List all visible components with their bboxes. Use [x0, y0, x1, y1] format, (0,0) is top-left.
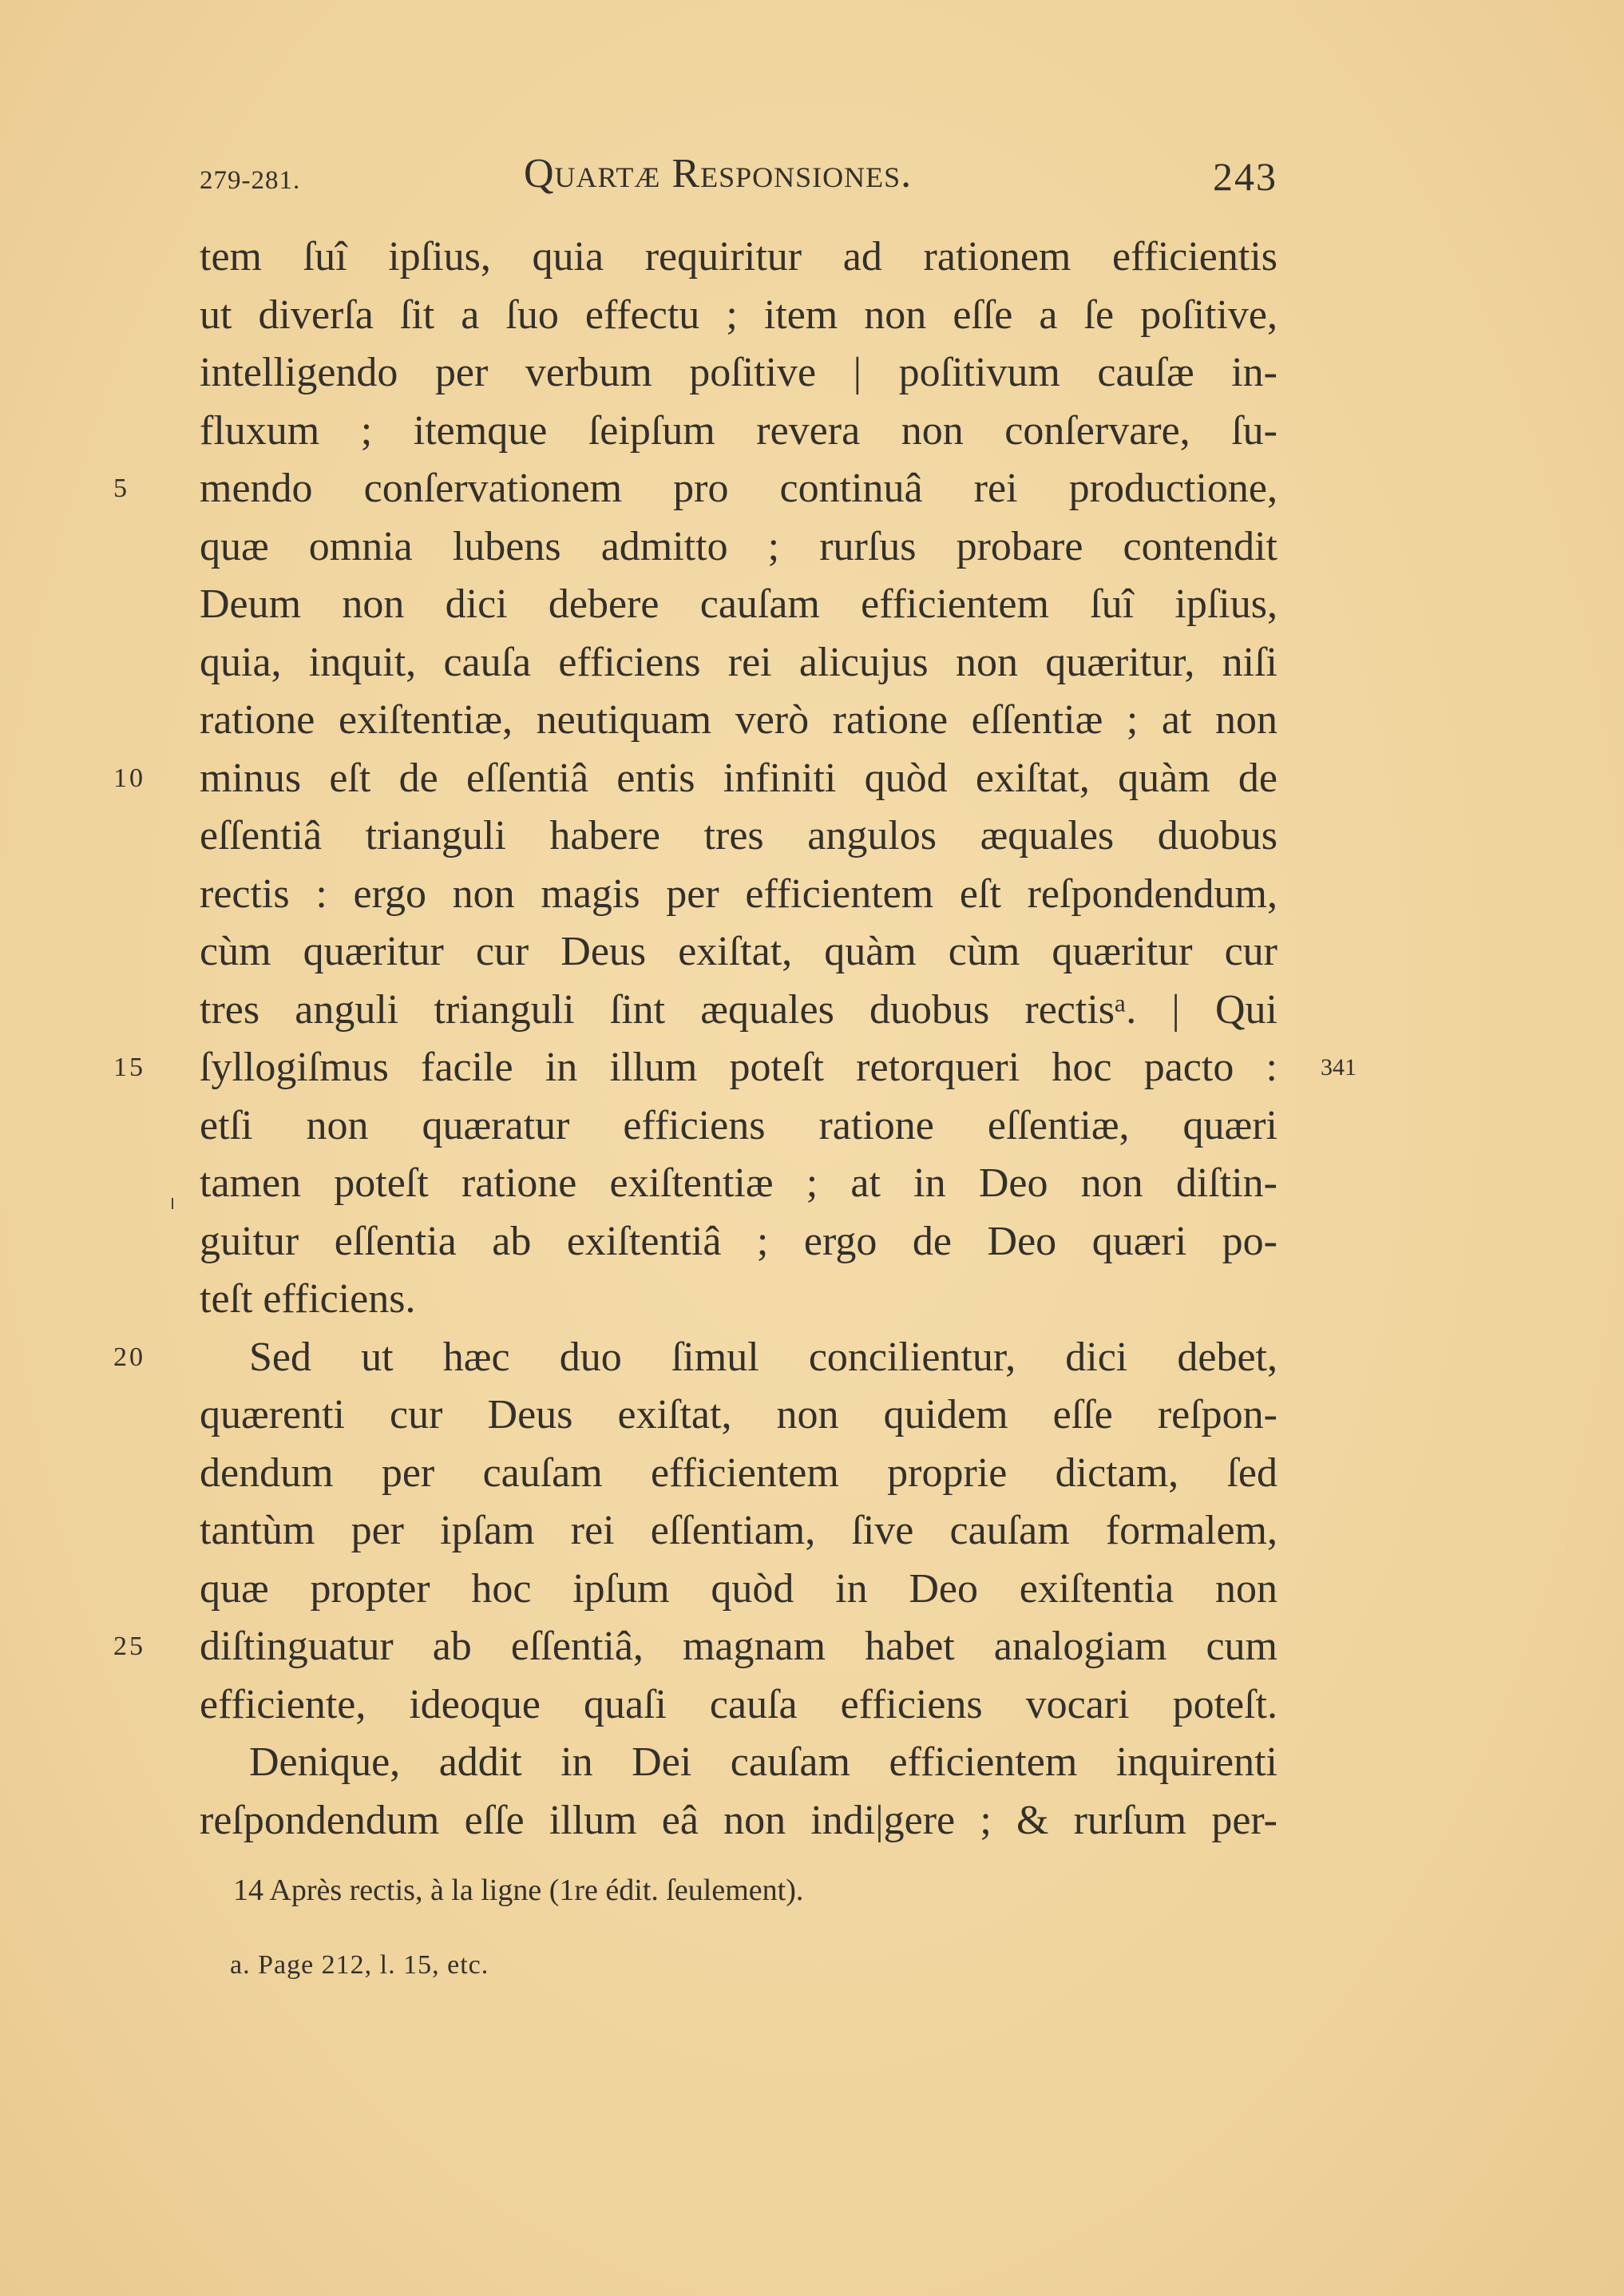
- header-page-range: 279-281.: [200, 166, 301, 195]
- text-line: [200, 1386, 1277, 1445]
- line-number: 5: [113, 474, 129, 503]
- text-line: [200, 1502, 1277, 1560]
- reference-note: a. Page 212, l. 15, etc.: [230, 1950, 489, 1980]
- text-line: [200, 402, 1277, 461]
- line-content: mendo conſervationem pro continuâ rei productione,: [200, 466, 1277, 511]
- line-content: fluxum ; itemque ſeipſum revera non conſervare, ſu-: [200, 407, 1277, 454]
- line-content: Deum non dici debere cauſam efficientem ſuî ipſius,: [200, 581, 1277, 627]
- text-line: [200, 228, 1277, 287]
- margin-page-reference: 341: [1321, 1054, 1357, 1081]
- text-line: [200, 807, 1277, 866]
- line-number: 20: [113, 1342, 145, 1372]
- line-number: 25: [113, 1632, 145, 1661]
- text-line: [200, 866, 1277, 924]
- text-line: [113, 460, 1277, 518]
- line-content: diſtinguatur ab eſſentiâ, magnam habet analogiam cum: [200, 1624, 1277, 1669]
- line-content: Denique, addit in Dei cauſam efficientem inquirenti: [249, 1739, 1277, 1785]
- line-content: quæ omnia lubens admitto ; rurſus probare contendit: [200, 523, 1277, 569]
- line-content: guitur eſſentia ab exiſtentiâ ; ergo de Deo quæri po-: [200, 1218, 1277, 1264]
- text-line: [200, 576, 1277, 634]
- running-header: [200, 150, 1277, 206]
- text-line: [200, 1097, 1277, 1156]
- line-content: tem ſuî ipſius, quia requiritur ad rationem efficientis: [200, 234, 1277, 280]
- text-line: [113, 1329, 1277, 1387]
- line-content: teſt efficiens.: [200, 1276, 416, 1322]
- line-content: Sed ut hæc duo ſimul concilientur, dici debet,: [249, 1334, 1277, 1380]
- text-line: [200, 1792, 1277, 1850]
- text-line: [200, 634, 1277, 692]
- margin-tick-mark: [172, 1198, 173, 1209]
- text-line: [113, 1039, 1277, 1097]
- line-content: tantùm per ipſam rei eſſentiam, ſive cauſam formalem,: [200, 1508, 1277, 1553]
- text-line: [200, 287, 1277, 345]
- text-line: [200, 692, 1277, 750]
- text-line: [200, 344, 1277, 402]
- text-line: [200, 1676, 1277, 1735]
- line-content: intelligendo per verbum poſitive | poſitivum cauſæ in-: [200, 350, 1277, 395]
- line-content: efficiente, ideoque quaſi cauſa efficiens vocari poteſt.: [200, 1681, 1277, 1727]
- line-content: ut diverſa ſit a ſuo effectu ; item non eſſe a ſe poſitive,: [200, 291, 1277, 338]
- footnotes: [230, 1869, 804, 1980]
- line-content: etſi non quæratur efficiens ratione eſſentiæ, quæri: [200, 1102, 1277, 1148]
- line-content: cùm quæritur cur Deus exiſtat, quàm cùm quæritur cur: [200, 929, 1277, 974]
- line-content: ratione exiſtentiæ, neutiquam verò ratione eſſentiæ ; at non: [200, 697, 1277, 743]
- line-content: dendum per cauſam efficientem proprie dictam, ſed: [200, 1449, 1277, 1496]
- text-line: [200, 1213, 1277, 1271]
- line-content: rectis : ergo non magis per efficientem eſt reſpondendum,: [200, 870, 1277, 917]
- line-content: quia, inquit, cauſa efficiens rei alicujus non quæritur, niſi: [200, 639, 1277, 685]
- text-line: [200, 1445, 1277, 1503]
- page-number: 243: [1213, 154, 1277, 199]
- line-number: 10: [113, 763, 145, 793]
- header-title: Quartæ Responsiones.: [524, 151, 913, 196]
- line-content: quæ propter hoc ipſum quòd in Deo exiſtentia non: [200, 1565, 1277, 1612]
- line-content: minus eſt de eſſentiâ entis infiniti quòd exiſtat, quàm de: [200, 755, 1277, 801]
- line-content: ſyllogiſmus facile in illum poteſt retorqueri hoc pacto :: [200, 1045, 1277, 1090]
- text-line: [113, 750, 1277, 808]
- line-content: tres anguli trianguli ſint æquales duobus rectisᵃ. | Qui: [200, 986, 1277, 1033]
- line-number: 15: [113, 1053, 145, 1082]
- line-content: quærenti cur Deus exiſtat, non quidem eſſe reſpon-: [200, 1392, 1277, 1437]
- variant-note: 14 Après rectis, à la ligne (1re édit. ſeulement).: [233, 1874, 804, 1907]
- text-line: [113, 1618, 1277, 1676]
- line-content: eſſentiâ trianguli habere tres angulos æquales duobus: [200, 813, 1277, 859]
- line-content: tamen poteſt ratione exiſtentiæ ; at in Deo non diſtin-: [200, 1160, 1277, 1206]
- text-line: [200, 518, 1277, 577]
- text-line: [200, 1734, 1277, 1792]
- text-line: [200, 923, 1277, 981]
- text-line: [200, 1271, 1277, 1329]
- body-text: [113, 228, 1357, 1850]
- text-line: [200, 1155, 1277, 1213]
- text-line: [200, 1560, 1277, 1619]
- line-content: reſpondendum eſſe illum eâ non indi|gere ; & rurſum per-: [200, 1797, 1277, 1843]
